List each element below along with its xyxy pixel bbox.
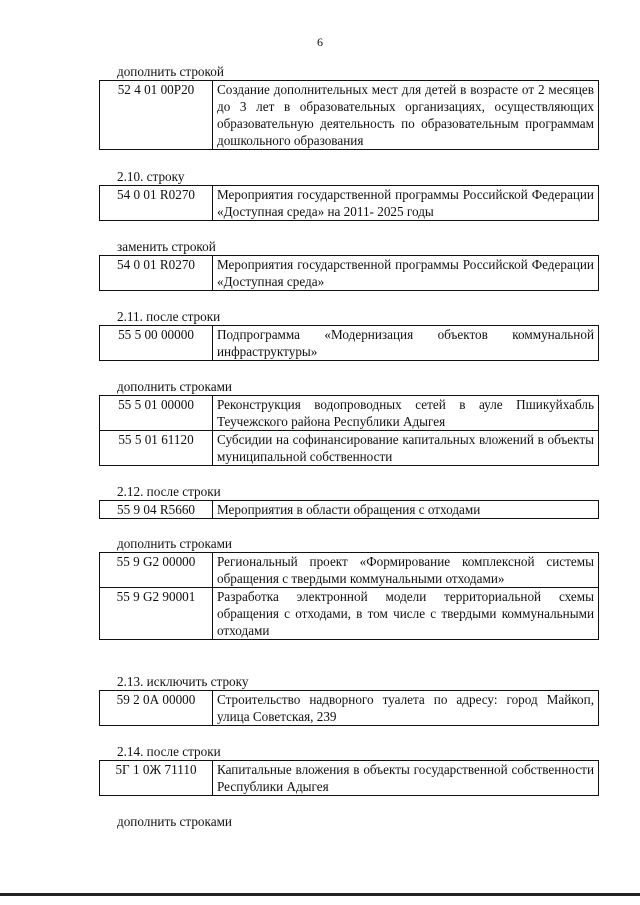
budget-item-name: Реконструкция водопроводных сетей в ауле Пшикуйхабль Теучежского района Республики Адыгея	[213, 396, 599, 431]
budget-code-table	[99, 185, 599, 221]
table-row	[100, 501, 599, 519]
budget-code: 55 5 00 00000	[100, 326, 213, 361]
budget-code: 52 4 01 00P20	[100, 81, 213, 150]
section-add-rows-final	[99, 813, 599, 830]
budget-item-name: Строительство надворного туалета по адресу: город Майкоп, улица Советская, 239	[213, 691, 599, 726]
table-row	[100, 326, 599, 361]
budget-code: 54 0 01 R0270	[100, 256, 213, 291]
section-2-10	[99, 168, 599, 221]
budget-code-table	[99, 80, 599, 150]
budget-code: 55 9 G2 90001	[100, 588, 213, 640]
budget-code: 55 9 G2 00000	[100, 553, 213, 588]
budget-item-name: Разработка электронной модели территориальной схемы обращения с отходами, в том числе с твердыми коммунальными отходами	[213, 588, 599, 640]
budget-code-table	[99, 552, 599, 640]
budget-item-name: Субсидии на софинансирование капитальных вложений в объекты муниципальной собственности	[213, 431, 599, 466]
table-row	[100, 431, 599, 466]
instruction-text: 2.12. после строки	[117, 484, 221, 499]
budget-code: 5Г 1 0Ж 71110	[100, 761, 213, 796]
instruction-text: дополнить строками	[117, 536, 232, 551]
scan-edge-line	[0, 893, 640, 896]
budget-code-table	[99, 325, 599, 361]
section-2-11	[99, 308, 599, 361]
budget-code-table	[99, 690, 599, 726]
page-number: 6	[317, 35, 323, 49]
table-row	[100, 553, 599, 588]
section-add-row	[99, 63, 599, 150]
instruction-text: 2.10. строку	[117, 169, 185, 184]
budget-code-table	[99, 255, 599, 291]
instruction-text: 2.11. после строки	[117, 309, 221, 324]
budget-item-name: Мероприятия государственной программы Российской Федерации «Доступная среда» на 2011- 2025 годы	[213, 186, 599, 221]
instruction-text: заменить строкой	[117, 239, 216, 254]
budget-item-name: Создание дополнительных мест для детей в возрасте от 2 месяцев до 3 лет в образовательных организациях, осуществляющих образовательную деятельность по образовательным программам дошкольного образования	[213, 81, 599, 150]
budget-code: 55 5 01 00000	[100, 396, 213, 431]
budget-code: 55 5 01 61120	[100, 431, 213, 466]
instruction-text: дополнить строкой	[117, 64, 224, 79]
budget-item-name: Подпрограмма «Модернизация объектов коммунальной инфраструктуры»	[213, 326, 599, 361]
budget-code-table	[99, 395, 599, 466]
section-2-12	[99, 483, 599, 519]
table-row	[100, 588, 599, 640]
instruction-text: 2.13. исключить строку	[117, 674, 249, 689]
table-row	[100, 691, 599, 726]
budget-item-name: Мероприятия в области обращения с отходами	[213, 501, 599, 519]
section-2-14	[99, 743, 599, 796]
table-row	[100, 396, 599, 431]
instruction-text: дополнить строками	[117, 814, 232, 829]
budget-code-table	[99, 760, 599, 796]
section-replace-row	[99, 238, 599, 291]
section-add-rows	[99, 378, 599, 466]
budget-code-table	[99, 500, 599, 519]
table-row	[100, 81, 599, 150]
budget-item-name: Мероприятия государственной программы Российской Федерации «Доступная среда»	[213, 256, 599, 291]
budget-code: 55 9 04 R5660	[100, 501, 213, 519]
budget-item-name: Капитальные вложения в объекты государственной собственности Республики Адыгея	[213, 761, 599, 796]
instruction-text: 2.14. после строки	[117, 744, 221, 759]
table-row	[100, 186, 599, 221]
section-add-rows	[99, 535, 599, 640]
section-2-13	[99, 673, 599, 726]
budget-code: 54 0 01 R0270	[100, 186, 213, 221]
table-row	[100, 761, 599, 796]
table-row	[100, 256, 599, 291]
budget-code: 59 2 0А 00000	[100, 691, 213, 726]
instruction-text: дополнить строками	[117, 379, 232, 394]
budget-item-name: Региональный проект «Формирование комплексной системы обращения с твердыми коммунальными отходами»	[213, 553, 599, 588]
